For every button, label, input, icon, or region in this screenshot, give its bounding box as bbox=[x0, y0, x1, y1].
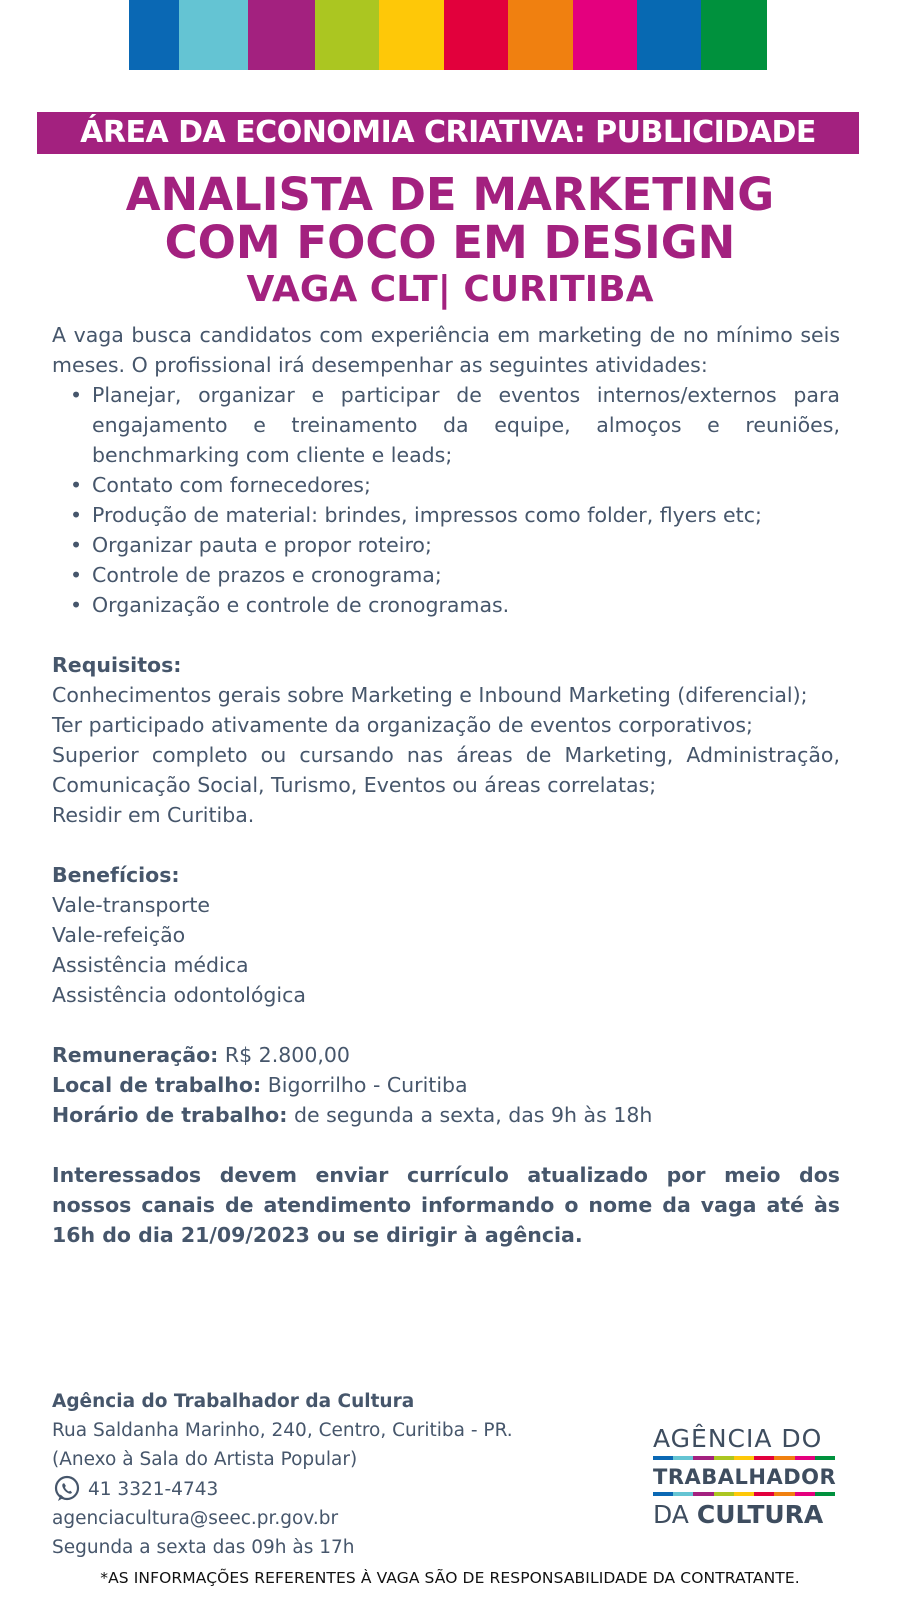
salary-line bbox=[52, 1040, 840, 1070]
stripe-block bbox=[179, 0, 248, 70]
activities-list bbox=[70, 380, 840, 620]
location-line bbox=[52, 1070, 840, 1100]
stripe-block bbox=[444, 0, 508, 70]
salary-label: Remuneração: bbox=[52, 1043, 219, 1067]
list-item: • Controle de prazos e cronograma; bbox=[70, 560, 840, 590]
list-item: • Organizar pauta e propor roteiro; bbox=[70, 530, 840, 560]
contact-block bbox=[52, 1387, 612, 1562]
agency-hours: Segunda a sexta das 09h às 17h bbox=[52, 1537, 355, 1558]
whatsapp-icon bbox=[52, 1474, 82, 1504]
agency-name: Agência do Trabalhador da Cultura bbox=[52, 1391, 415, 1412]
stripe-block bbox=[129, 0, 179, 70]
requirement-item: Conhecimentos gerais sobre Marketing e Inbound Marketing (diferencial); bbox=[52, 683, 808, 707]
logo-line2: TRABALHADOR bbox=[653, 1465, 837, 1489]
logo-color-bar bbox=[653, 1456, 835, 1460]
job-title-line1: ANALISTA DE MARKETING bbox=[125, 168, 775, 221]
job-subtitle: VAGA CLT| CURITIBA bbox=[246, 269, 654, 310]
benefit-item: Vale-transporte bbox=[52, 893, 211, 917]
hours-label: Horário de trabalho: bbox=[52, 1103, 288, 1127]
location-value: Bigorrilho - Curitiba bbox=[261, 1073, 468, 1097]
stripe-block bbox=[315, 0, 379, 70]
list-item: • Contato com fornecedores; bbox=[70, 470, 840, 500]
requirement-item: Superior completo ou cursando nas áreas de Marketing, Administração, Comunicação Social, Turismo, Eventos ou áreas correlatas; bbox=[52, 743, 840, 797]
list-item: • Planejar, organizar e participar de eventos internos/externos para engajamento e treinamento da equipe, almoços e reuniões, benchmarking com cliente e leads; bbox=[70, 380, 840, 470]
logo-line3-bold: CULTURA bbox=[696, 1500, 824, 1529]
stripe-block bbox=[573, 0, 637, 70]
logo-line1: AGÊNCIA DO bbox=[653, 1424, 823, 1453]
phone-number[interactable]: 41 3321-4743 bbox=[88, 1478, 219, 1500]
logo-line3 bbox=[653, 1500, 839, 1530]
list-item: • Produção de material: brindes, impressos como folder, flyers etc; bbox=[70, 500, 840, 530]
benefit-item: Assistência médica bbox=[52, 953, 249, 977]
agency-annex: (Anexo à Sala do Artista Popular) bbox=[52, 1449, 358, 1470]
benefit-item: Vale-refeição bbox=[52, 923, 186, 947]
agency-logo bbox=[653, 1424, 839, 1530]
requirement-item: Residir em Curitiba. bbox=[52, 803, 255, 827]
stripe-block bbox=[248, 0, 315, 70]
logo-color-bar bbox=[653, 1492, 835, 1496]
color-stripe bbox=[129, 0, 767, 70]
location-label: Local de trabalho: bbox=[52, 1073, 262, 1097]
logo-line3-light: DA bbox=[653, 1500, 697, 1529]
stripe-block bbox=[701, 0, 767, 70]
job-description bbox=[52, 320, 840, 1250]
intro-text: A vaga busca candidatos com experiência em marketing de no mínimo seis meses. O profissional irá desempenhar as seguintes atividades: bbox=[52, 323, 840, 377]
agency-address: Rua Saldanha Marinho, 240, Centro, Curitiba - PR. bbox=[52, 1420, 513, 1441]
requirement-item: Ter participado ativamente da organização de eventos corporativos; bbox=[52, 713, 753, 737]
stripe-block bbox=[379, 0, 444, 70]
requirements-heading: Requisitos: bbox=[52, 653, 182, 677]
disclaimer-footer: *AS INFORMAÇÕES REFERENTES À VAGA SÃO DE RESPONSABILIDADE DA CONTRATANTE. bbox=[100, 1569, 800, 1587]
hours-value: de segunda a sexta, das 9h às 18h bbox=[287, 1103, 653, 1127]
salary-value: R$ 2.800,00 bbox=[218, 1043, 350, 1067]
hours-line bbox=[52, 1100, 840, 1130]
job-title-line2: COM FOCO EM DESIGN bbox=[164, 216, 736, 269]
area-banner: ÁREA DA ECONOMIA CRIATIVA: PUBLICIDADE bbox=[37, 112, 859, 154]
stripe-block bbox=[508, 0, 573, 70]
agency-email[interactable]: agenciacultura@seec.pr.gov.br bbox=[52, 1508, 339, 1529]
list-item: • Organização e controle de cronogramas. bbox=[70, 590, 840, 620]
stripe-block bbox=[637, 0, 701, 70]
call-to-action: Interessados devem enviar currículo atualizado por meio dos nossos canais de atendimento informando o nome da vaga até às 16h do dia 21/09/2023 ou se dirigir à agência. bbox=[52, 1163, 840, 1247]
benefits-heading: Benefícios: bbox=[52, 863, 180, 887]
benefit-item: Assistência odontológica bbox=[52, 983, 306, 1007]
phone-row[interactable] bbox=[52, 1474, 612, 1504]
